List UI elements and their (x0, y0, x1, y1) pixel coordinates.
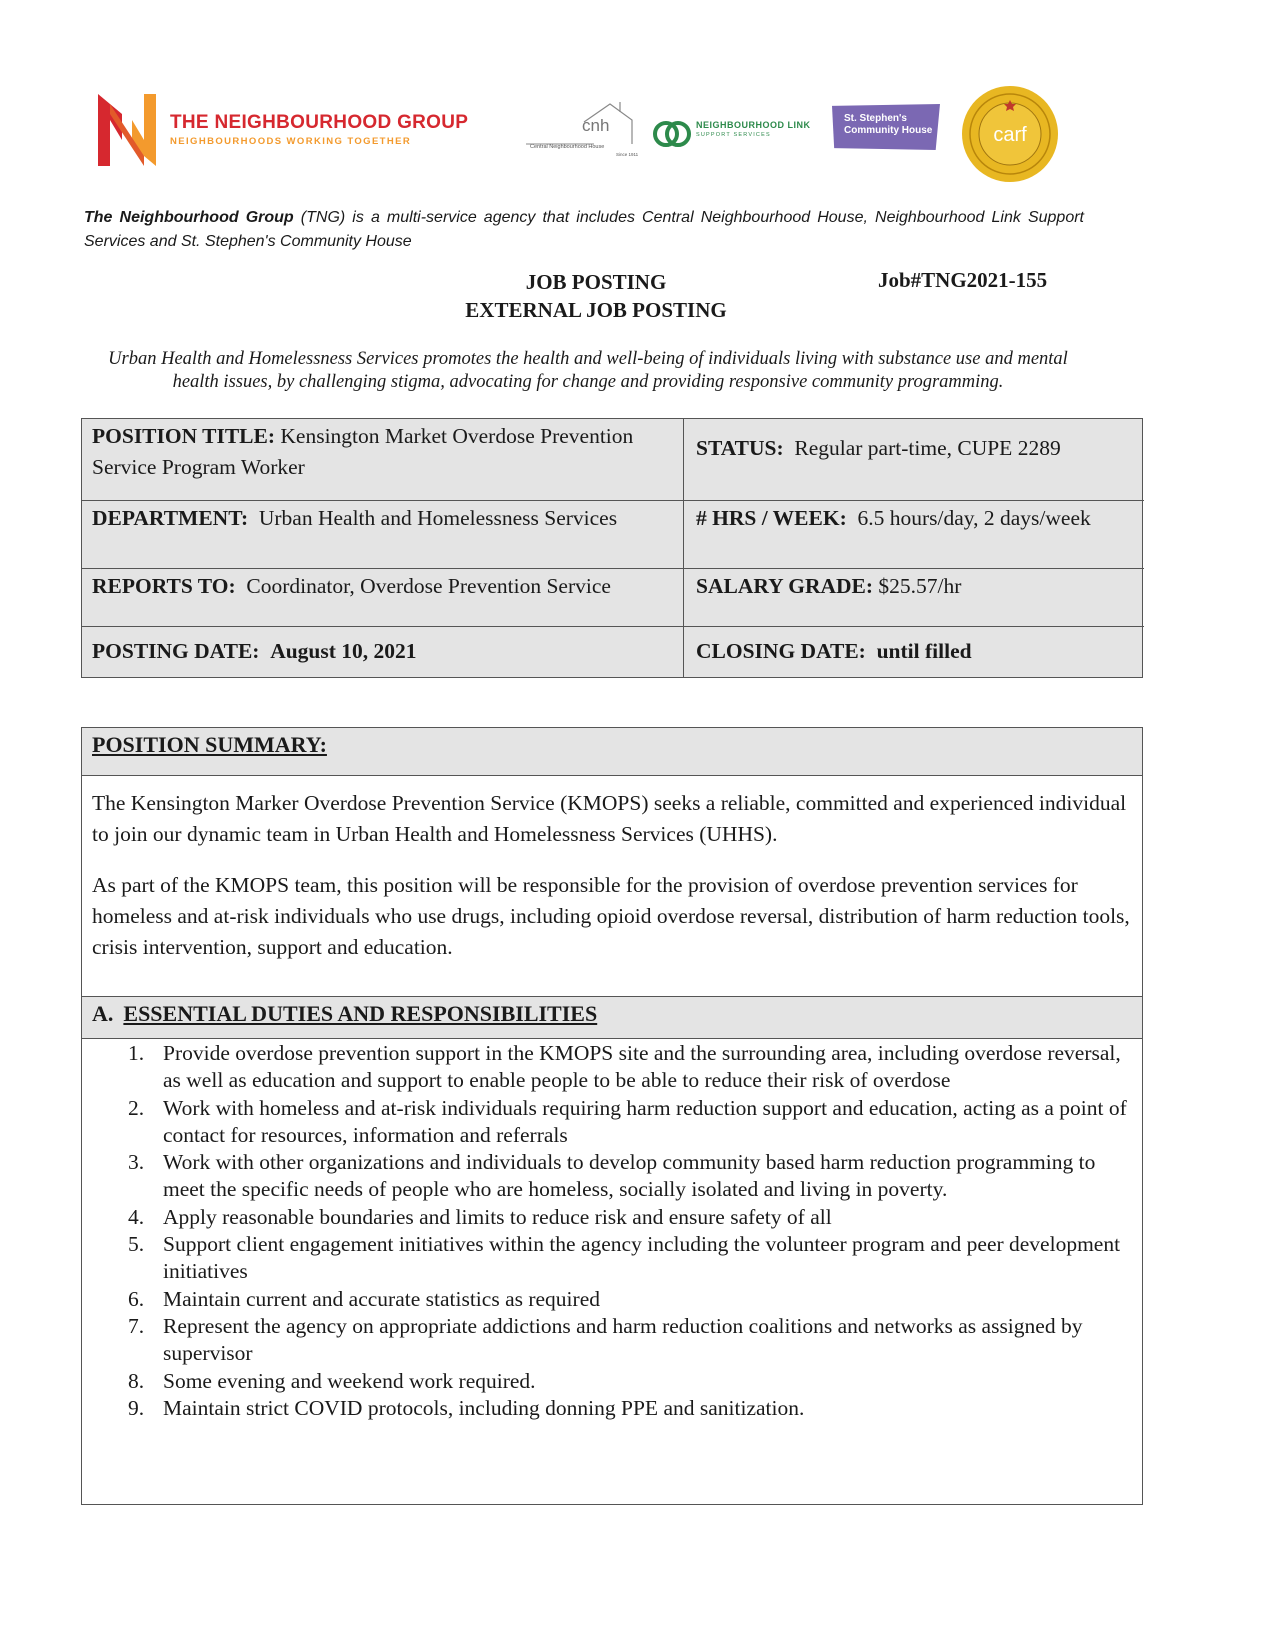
status-label: STATUS: (696, 436, 784, 460)
duties-heading (82, 996, 1142, 1039)
tng-title: THE NEIGHBOURHOOD GROUP (170, 112, 469, 133)
department-cell (82, 501, 684, 569)
agency-intro (84, 206, 1084, 254)
duty-number: 3. (128, 1150, 145, 1175)
tng-logo-icon (92, 90, 162, 170)
duty-item (128, 1040, 1138, 1095)
salary-value: $25.57/hr (878, 574, 962, 598)
duty-item (128, 1286, 1138, 1313)
cnh-subtitle: Central Neighbourhood House (530, 144, 605, 150)
agency-description: (TNG) is a multi-service agency that includes Central Neighbourhood House, Neighbourhood Link Support Services and St. Stephen's Community House (84, 209, 1084, 250)
duty-item (128, 1149, 1138, 1204)
closing-date-value: until filled (876, 639, 972, 663)
duty-item (128, 1095, 1138, 1150)
duty-item (128, 1368, 1138, 1395)
position-summary-body (92, 788, 1137, 983)
salary-cell (684, 569, 1144, 627)
posting-date-value: August 10, 2021 (270, 639, 417, 663)
duty-text: Work with other organizations and individuals to develop community based harm reduction programming to meet the specific needs of people who are homeless, socially isolated and living in poverty. (163, 1150, 1096, 1202)
department-label: DEPARTMENT: (92, 506, 249, 530)
duty-item (128, 1204, 1138, 1231)
mission-statement: Urban Health and Homelessness Services promotes the health and well-being of individuals living with substance use and mental health issues, by challenging stigma, advocating for change and providing responsive community programming. (108, 349, 1068, 392)
duty-item (128, 1313, 1138, 1368)
duty-text: Apply reasonable boundaries and limits to reduce risk and ensure safety of all (163, 1204, 832, 1229)
duties-list (128, 1040, 1138, 1422)
svg-text:carf: carf (993, 124, 1027, 146)
duty-text: Support client engagement initiatives within the agency including the volunteer program and peer development initiatives (163, 1232, 1121, 1284)
duty-text: Maintain strict COVID protocols, including donning PPE and sanitization. (163, 1395, 805, 1420)
position-title-value: Kensington Market Overdose Prevention Service Program Worker (92, 424, 634, 479)
duty-number: 8. (128, 1368, 145, 1393)
duty-text: Represent the agency on appropriate addictions and harm reduction coalitions and networks as assigned by supervisor (163, 1313, 1083, 1366)
posting-heading-line1: JOB POSTING (525, 270, 667, 294)
duty-number: 2. (128, 1095, 145, 1120)
closing-date-cell (684, 627, 1144, 678)
agency-name: The Neighbourhood Group (84, 209, 294, 226)
duties-letter: A. (92, 1001, 114, 1026)
posting-heading-line2: EXTERNAL JOB POSTING (465, 298, 727, 322)
hours-value: 6.5 hours/day, 2 days/week (857, 506, 1091, 530)
duty-number: 7. (128, 1313, 145, 1338)
nl-title: NEIGHBOURHOOD LINK (696, 120, 811, 130)
tng-tagline: NEIGHBOURHOODS WORKING TOGETHER (170, 136, 412, 147)
position-summary-heading: POSITION SUMMARY: (82, 728, 1142, 776)
duty-item (128, 1395, 1138, 1422)
duty-text: Provide overdose prevention support in the KMOPS site and the surrounding area, including overdose reversal, as well as education and support to enable people to be able to reduce their risk of overdose (163, 1041, 1121, 1093)
duty-number: 6. (128, 1286, 145, 1311)
department-value: Urban Health and Homelessness Services (258, 506, 618, 530)
status-value: Regular part-time, CUPE 2289 (794, 436, 1061, 460)
position-title-cell (82, 419, 684, 501)
hours-cell (684, 501, 1144, 569)
partner-logos (92, 86, 1112, 186)
carf-seal-icon (960, 84, 1060, 184)
reports-to-cell (82, 569, 684, 627)
status-cell (684, 419, 1144, 501)
duty-number: 9. (128, 1395, 145, 1420)
closing-date-label: CLOSING DATE: (696, 639, 866, 663)
nl-subtitle: SUPPORT SERVICES (696, 132, 771, 138)
tng-wordmark (170, 112, 468, 147)
st-stephens-text: St. Stephen's Community House (844, 113, 933, 136)
job-number: Job#TNG2021-155 (878, 268, 1048, 292)
duty-number: 1. (128, 1041, 145, 1065)
duty-text: Maintain current and accurate statistics as required (163, 1286, 600, 1311)
job-info-table (81, 418, 1143, 678)
posting-date-cell (82, 627, 684, 678)
duties-title: ESSENTIAL DUTIES AND RESPONSIBILITIES (123, 1001, 598, 1026)
neighbourhood-link-icon (652, 114, 692, 154)
summary-paragraph-2: As part of the KMOPS team, this position will be responsible for the provision of overdose prevention services for homeless and at-risk individuals who use drugs, including opioid overdose reversal, distribution of harm reduction tools, crisis intervention, support and education. (92, 873, 1130, 959)
reports-to-value: Coordinator, Overdose Prevention Service (246, 574, 611, 598)
duty-number: 5. (128, 1232, 145, 1257)
salary-label: SALARY GRADE: (696, 574, 874, 598)
duty-text: Work with homeless and at-risk individuals requiring harm reduction support and education, acting as a point of contact for resources, information and referrals (163, 1095, 1127, 1147)
cnh-since: Since 1911 (616, 152, 639, 157)
reports-to-label: REPORTS TO: (92, 574, 236, 598)
cnh-wordmark: cnh (582, 116, 610, 135)
position-summary-box (81, 727, 1143, 1505)
cnh-house-icon (524, 100, 634, 160)
summary-paragraph-1: The Kensington Marker Overdose Prevention Service (KMOPS) seeks a reliable, committed and experienced individual to join our dynamic team in Urban Health and Homelessness Services (UHHS). (92, 791, 1127, 846)
position-title-label: POSITION TITLE: (92, 424, 276, 448)
posting-heading (380, 268, 812, 324)
posting-date-label: POSTING DATE: (92, 639, 260, 663)
duty-item (128, 1231, 1138, 1286)
hours-label: # HRS / WEEK: (696, 506, 847, 530)
duty-number: 4. (128, 1204, 145, 1229)
duty-text: Some evening and weekend work required. (163, 1368, 536, 1393)
